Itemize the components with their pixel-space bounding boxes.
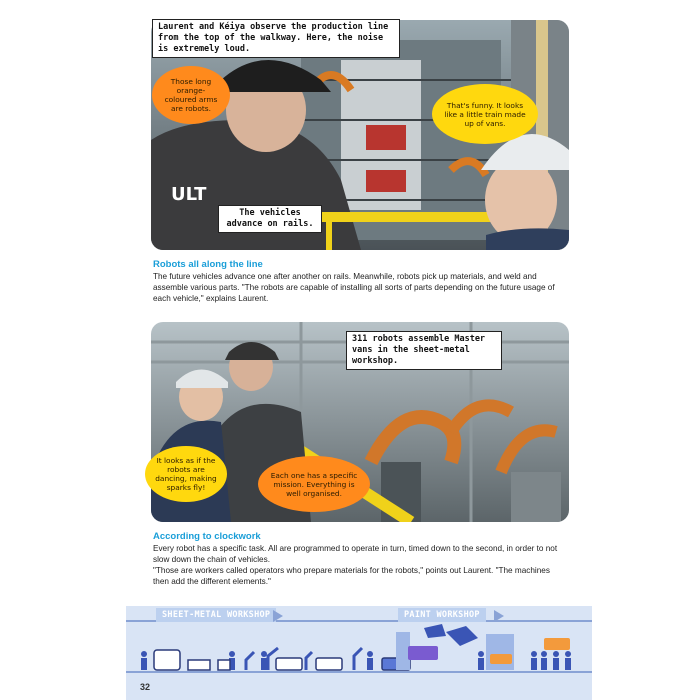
speech-bubble-train-text: That's funny. It looks like a little train made up of vans. [444,100,526,128]
arrow-icon [494,610,504,622]
speech-bubble-dancing [145,446,227,502]
speech-bubble-robots [152,66,230,124]
jacket-logo: ULT [171,184,207,205]
assembly-line-band [126,606,592,700]
speech-bubble-mission [258,456,370,512]
photo1-caption: Laurent and Kéiya observe the production line from the top of the walkway. Here, the noise is extremely loud. [153,20,399,57]
arrow-icon [273,610,283,622]
speech-bubble-robots-text: Those long orange-coloured arms are robots. [164,77,218,113]
sheet-metal-workshop-label: SHEET-METAL WORKSHOP [156,608,276,622]
paint-workshop-label: PAINT WORKSHOP [398,608,486,622]
speech-bubble-mission-text: Each one has a specific mission. Everything is well organised. [270,470,358,498]
clockwork-paragraph-2: "Those are workers called operators who prepare materials for the robots," points out Laurent. "The machines then add the different elements." [153,566,550,586]
section-heading-robots: Robots all along the line [153,259,263,270]
assembly-line-illustration [126,624,592,674]
photo2-caption: 311 robots assemble Master vans in the sheet-metal workshop. [347,332,501,369]
clockwork-paragraph-1: Every robot has a specific task. All are programmed to operate in turn, timed down to the second, in order to not slow down the chain of vehicles. [153,544,558,564]
speech-bubble-dancing-text: It looks as if the robots are dancing, making sparks fly! [155,456,217,492]
section-heading-clockwork: According to clockwork [153,531,261,542]
speech-bubble-train [432,84,538,144]
section-body-robots: The future vehicles advance one after another on rails. Meanwhile, robots pick up materials, and weld and assemble various parts. "The robots are capable of installing all sorts of parts depending on the future usage of each vehicle," explains Laurent. [153,272,555,303]
rails-caption: The vehicles advance on rails. [219,206,321,232]
section-body-clockwork [153,543,567,587]
page-number: 32 [140,682,151,692]
